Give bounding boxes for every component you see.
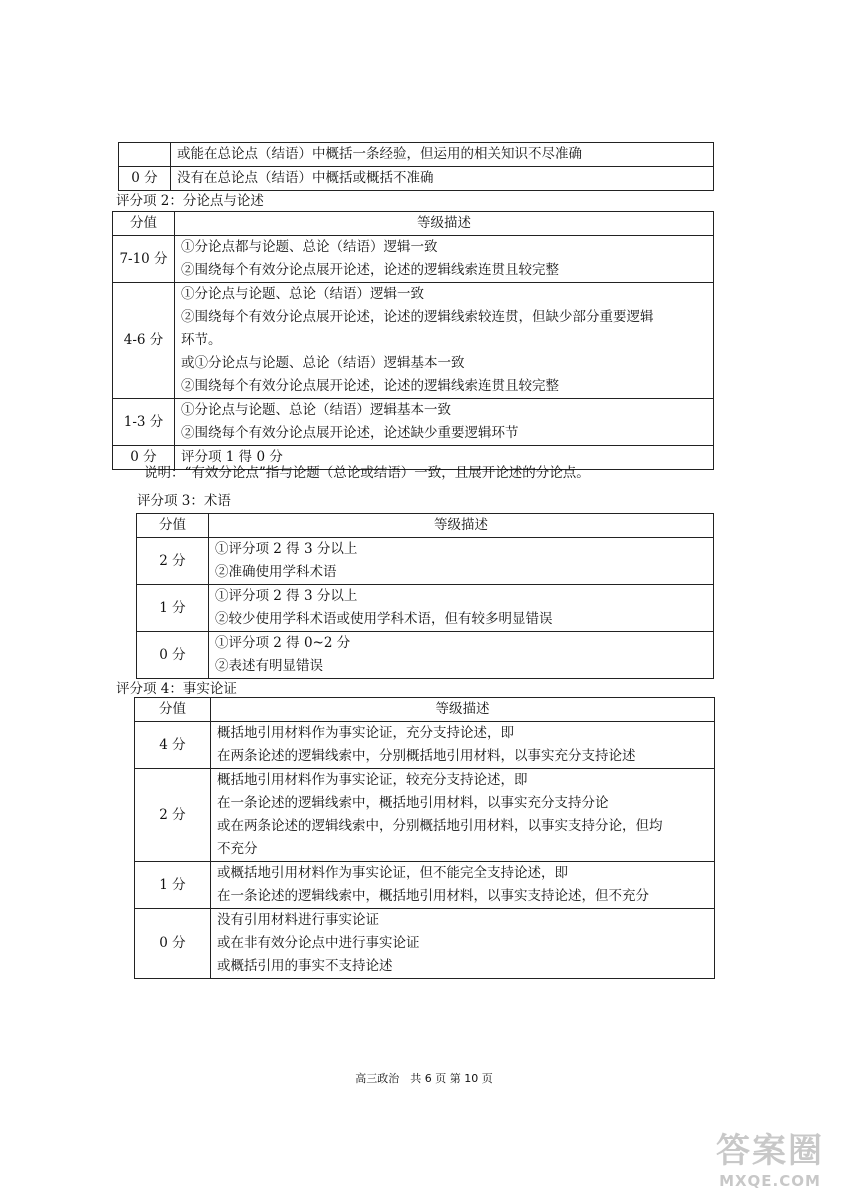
header-desc: 等级描述 — [175, 212, 714, 236]
desc-cell: ①评分项 2 得 3 分以上 ②较少使用学科术语或使用学科术语，但有较多明显错误 — [209, 585, 714, 632]
desc-cell: 概括地引用材料作为事实论证，较充分支持论述，即 在一条论述的逻辑线索中，概括地引用材料，以事实充分支持分论 或在两条论述的逻辑线索中，分别概括地引用材料，以事实支持分论，但均 不充分 — [211, 769, 715, 862]
table-row — [113, 283, 714, 399]
score-cell: 4-6 分 — [113, 283, 175, 399]
watermark-text: 答案圈 — [716, 1131, 824, 1171]
table-row — [135, 722, 715, 769]
desc-cell: ①分论点与论题、总论（结语）逻辑基本一致 ②围绕每个有效分论点展开论述，论述缺少重要逻辑环节 — [175, 399, 714, 446]
score-cell: 0 分 — [119, 167, 171, 191]
score-cell: 4 分 — [135, 722, 211, 769]
desc-cell: 没有在总论点（结语）中概括或概括不准确 — [171, 167, 714, 191]
desc-cell: 或概括地引用材料作为事实论证，但不能完全支持论述，即 在一条论述的逻辑线索中，概括地引用材料，以事实支持论述，但不充分 — [211, 862, 715, 909]
table-row — [137, 585, 714, 632]
table-section4 — [134, 697, 715, 979]
desc-cell: ①评分项 2 得 3 分以上 ②准确使用学科术语 — [209, 538, 714, 585]
score-cell: 7-10 分 — [113, 236, 175, 283]
score-cell — [119, 143, 171, 167]
table-row — [135, 909, 715, 979]
header-score: 分值 — [113, 212, 175, 236]
score-cell: 1-3 分 — [113, 399, 175, 446]
desc-cell: 或能在总论点（结语）中概括一条经验，但运用的相关知识不尽准确 — [171, 143, 714, 167]
table-row — [135, 862, 715, 909]
watermark-logo — [716, 1123, 824, 1190]
desc-cell: ①评分项 2 得 0~2 分 ②表述有明显错误 — [209, 632, 714, 679]
table-section1-continuation — [118, 142, 714, 191]
table-row — [135, 769, 715, 862]
table-header-row — [113, 212, 714, 236]
score-cell: 2 分 — [137, 538, 209, 585]
table-row — [119, 167, 714, 191]
desc-cell: ①分论点都与论题、总论（结语）逻辑一致 ②围绕每个有效分论点展开论述，论述的逻辑线索连贯且较完整 — [175, 236, 714, 283]
desc-cell: 评分项 1 得 0 分 — [175, 446, 714, 470]
header-score: 分值 — [137, 514, 209, 538]
score-cell: 0 分 — [137, 632, 209, 679]
table-row — [137, 632, 714, 679]
section3-title: 评分项 3：术语 — [137, 493, 231, 509]
table-header-row — [135, 698, 715, 722]
table-row — [119, 143, 714, 167]
table-row — [113, 399, 714, 446]
section2-note: 说明：“有效分论点”指与论题（总论或结语）一致，且展开论述的分论点。 — [144, 465, 590, 481]
section2-title: 评分项 2：分论点与论述 — [116, 193, 264, 209]
table-row — [137, 538, 714, 585]
section4-title: 评分项 4：事实论证 — [116, 681, 237, 697]
page-footer: 高三政治 共 6 页 第 10 页 — [355, 1072, 493, 1085]
desc-cell: 没有引用材料进行事实论证 或在非有效分论点中进行事实论证 或概括引用的事实不支持论述 — [211, 909, 715, 979]
score-cell: 2 分 — [135, 769, 211, 862]
header-desc: 等级描述 — [211, 698, 715, 722]
table-header-row — [137, 514, 714, 538]
desc-cell: 概括地引用材料作为事实论证，充分支持论述，即 在两条论述的逻辑线索中，分别概括地引用材料，以事实充分支持论述 — [211, 722, 715, 769]
table-section3 — [136, 513, 714, 679]
score-cell: 1 分 — [137, 585, 209, 632]
table-row — [113, 236, 714, 283]
score-cell: 1 分 — [135, 862, 211, 909]
header-desc: 等级描述 — [209, 514, 714, 538]
desc-cell: ①分论点与论题、总论（结语）逻辑一致 ②围绕每个有效分论点展开论述，论述的逻辑线索较连贯，但缺少部分重要逻辑 环节。 或①分论点与论题、总论（结语）逻辑基本一致 ②围绕每个有效分论点展开论述，论述的逻辑线索连贯且较完整 — [175, 283, 714, 399]
score-cell: 0 分 — [135, 909, 211, 979]
score-cell: 0 分 — [113, 446, 175, 470]
table-section2 — [112, 211, 714, 470]
watermark-url: MXQE.COM — [719, 1172, 821, 1190]
header-score: 分值 — [135, 698, 211, 722]
